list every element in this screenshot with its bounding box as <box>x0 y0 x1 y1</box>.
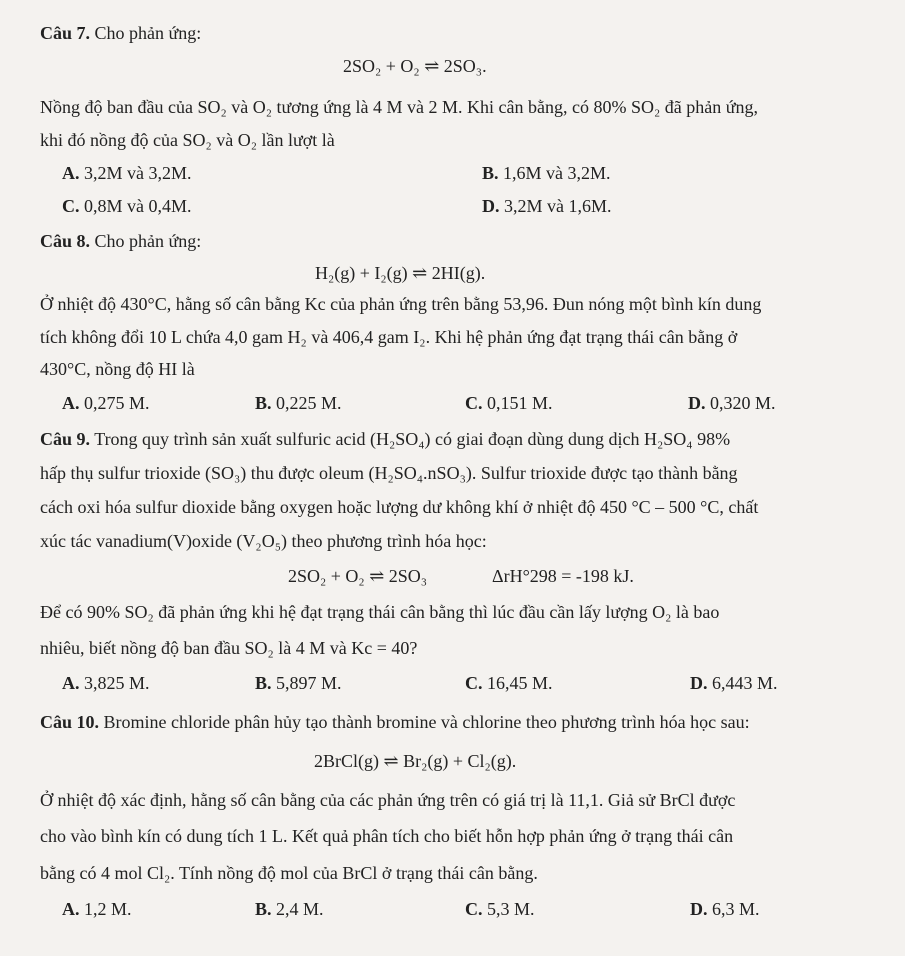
q9-text-1: Trong quy trình sản xuất sulfuric acid (H₂SO₄) có giai đoạn dùng dung dịch H₂SO₄ 98% <box>94 429 731 449</box>
q7-text-1: Nồng độ ban đầu của SO₂ và O₂ tương ứng là 4 M và 2 M. Khi cân bằng, có 80% SO₂ đã phản ứng, <box>40 97 758 117</box>
q7-option-a: A. 3,2M và 3,2M. <box>62 163 192 183</box>
q9-title: Câu 9. <box>40 429 91 449</box>
q10-text-4: bằng có 4 mol Cl₂. Tính nồng độ mol của BrCl ở trạng thái cân bằng. <box>40 863 538 883</box>
q10-option-c: C. 5,3 M. <box>465 899 535 919</box>
q10-text-3: cho vào bình kín có dung tích 1 L. Kết quả phân tích cho biết hỗn hợp phản ứng ở trạng thái cân <box>40 826 734 846</box>
q8-title: Câu 8. <box>40 231 91 251</box>
q9-enthalpy: ΔrH°298 = -198 kJ. <box>492 566 634 586</box>
q7-option-d: D. 3,2M và 1,6M. <box>482 196 612 216</box>
q9-option-b: B. 5,897 M. <box>255 673 342 693</box>
q10-option-d: D. 6,3 M. <box>690 899 760 919</box>
q7-equation: 2SO₂ + O₂ ⇌ 2SO₃. <box>343 56 487 76</box>
q8-option-d: D. 0,320 M. <box>688 393 776 413</box>
q10-title: Câu 10. <box>40 712 100 732</box>
q10-option-a: A. 1,2 M. <box>62 899 132 919</box>
q7-option-b: B. 1,6M và 3,2M. <box>482 163 611 183</box>
q8-intro: Cho phản ứng: <box>94 231 202 251</box>
q10-text-2: Ở nhiệt độ xác định, hằng số cân bằng của các phản ứng trên có giá trị là 11,1. Giả sử BrCl được <box>40 790 736 810</box>
q8-option-a: A. 0,275 M. <box>62 393 150 413</box>
q8-option-b: B. 0,225 M. <box>255 393 342 413</box>
q9-text-4: xúc tác vanadium(V)oxide (V₂O₅) theo phương trình hóa học: <box>40 531 487 551</box>
q7-option-c: C. 0,8M và 0,4M. <box>62 196 192 216</box>
q8-text-1: Ở nhiệt độ 430°C, hằng số cân bằng Kc của phản ứng trên bằng 53,96. Đun nóng một bình kín dung <box>40 294 762 314</box>
q7-intro: Cho phản ứng: <box>94 23 202 43</box>
q8-text-2: tích không đổi 10 L chứa 4,0 gam H₂ và 406,4 gam I₂. Khi hệ phản ứng đạt trạng thái cân bằng ở <box>40 327 738 347</box>
q9-text-1-line <box>40 428 730 450</box>
q10-text-1-line <box>40 711 750 733</box>
q7-header <box>40 22 201 44</box>
q9-text-3: cách oxi hóa sulfur dioxide bằng oxygen hoặc lượng dư không khí ở nhiệt độ 450 °C – 500 °C, chất <box>40 497 759 517</box>
q7-text-2: khi đó nồng độ của SO₂ và O₂ lần lượt là <box>40 130 335 150</box>
q8-header <box>40 230 201 252</box>
q9-option-d: D. 6,443 M. <box>690 673 778 693</box>
q7-title: Câu 7. <box>40 23 91 43</box>
q10-equation: 2BrCl(g) ⇌ Br₂(g) + Cl₂(g). <box>314 751 517 771</box>
q8-equation: H₂(g) + I₂(g) ⇌ 2HI(g). <box>315 263 486 283</box>
q9-equation: 2SO₂ + O₂ ⇌ 2SO₃ <box>288 566 428 586</box>
q9-text-2: hấp thụ sulfur trioxide (SO₃) thu được oleum (H₂SO₄.nSO₃). Sulfur trioxide được tạo thành bằng <box>40 463 738 483</box>
q8-text-3: 430°C, nồng độ HI là <box>40 359 195 379</box>
q10-option-b: B. 2,4 M. <box>255 899 324 919</box>
q9-text-5: Để có 90% SO₂ đã phản ứng khi hệ đạt trạng thái cân bằng thì lúc đầu cần lấy lượng O₂ là bao <box>40 602 720 622</box>
q9-text-6: nhiêu, biết nồng độ ban đầu SO₂ là 4 M và Kc = 40? <box>40 638 418 658</box>
q9-option-a: A. 3,825 M. <box>62 673 150 693</box>
q10-text-1: Bromine chloride phân hủy tạo thành bromine và chlorine theo phương trình hóa học sau: <box>103 712 750 732</box>
q9-option-c: C. 16,45 M. <box>465 673 553 693</box>
q8-option-c: C. 0,151 M. <box>465 393 553 413</box>
